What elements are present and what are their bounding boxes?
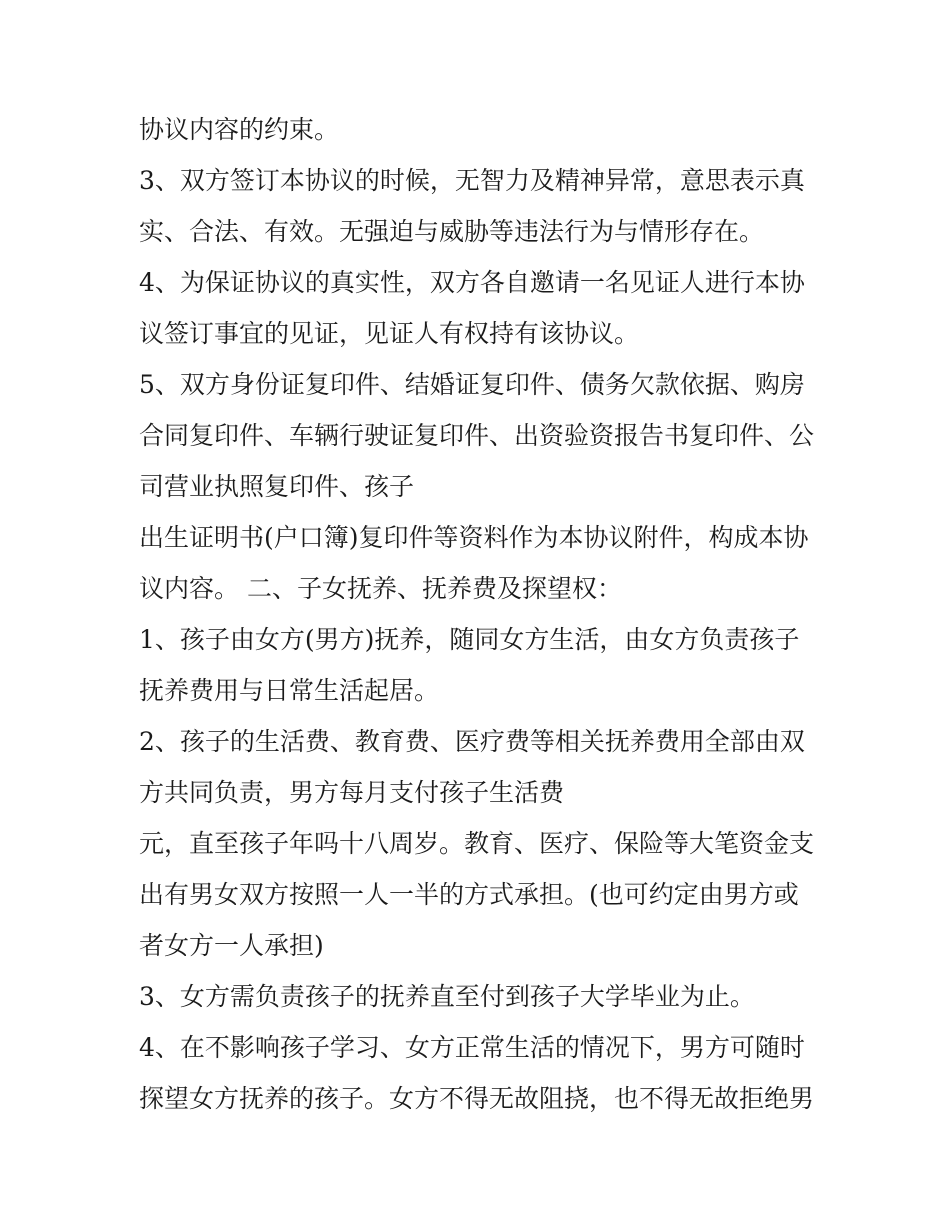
text-line: 1、孩子由女方(男方)抚养，随同女方生活，由女方负责孩子 xyxy=(139,625,800,654)
text-line: 探望女方抚养的孩子。女方不得无故阻挠，也不得无故拒绝男 xyxy=(139,1084,815,1113)
text-line: 实、合法、有效。无强迫与威胁等违法行为与情形存在。 xyxy=(139,217,765,246)
text-line: 4、为保证协议的真实性，双方各自邀请一名见证人进行本协 xyxy=(139,268,805,297)
text-line: 方共同负责，男方每月支付孩子生活费 xyxy=(139,778,565,807)
text-line: 出生证明书(户口簿)复印件等资料作为本协议附件，构成本协 xyxy=(139,523,809,552)
text-line: 议签订事宜的见证，见证人有权持有该协议。 xyxy=(139,319,640,348)
text-line: 3、女方需负责孩子的抚养直至付到孩子大学毕业为止。 xyxy=(139,982,755,1011)
text-line: 3、双方签订本协议的时候，无智力及精神异常，意思表示真 xyxy=(139,166,805,195)
text-line: 4、在不影响孩子学习、女方正常生活的情况下，男方可随时 xyxy=(139,1033,805,1062)
text-line: 5、双方身份证复印件、结婚证复印件、债务欠款依据、购房 xyxy=(139,370,805,399)
text-line: 司营业执照复印件、孩子 xyxy=(139,472,415,501)
text-line: 协议内容的约束。 xyxy=(139,115,340,144)
text-line: 出有男女双方按照一人一半的方式承担。(也可约定由男方或 xyxy=(139,880,799,909)
text-line: 者女方一人承担) xyxy=(139,931,324,960)
text-line: 抚养费用与日常生活起居。 xyxy=(139,676,440,705)
text-line: 合同复印件、车辆行驶证复印件、出资验资报告书复印件、公 xyxy=(139,421,815,450)
document-body xyxy=(139,104,829,1124)
text-line: 元，直至孩子年吗十八周岁。教育、医疗、保险等大笔资金支 xyxy=(139,829,815,858)
text-line: 2、孩子的生活费、教育费、医疗费等相关抚养费用全部由双 xyxy=(139,727,805,756)
text-line: 议内容。 二、子女抚养、抚养费及探望权： xyxy=(139,574,622,603)
